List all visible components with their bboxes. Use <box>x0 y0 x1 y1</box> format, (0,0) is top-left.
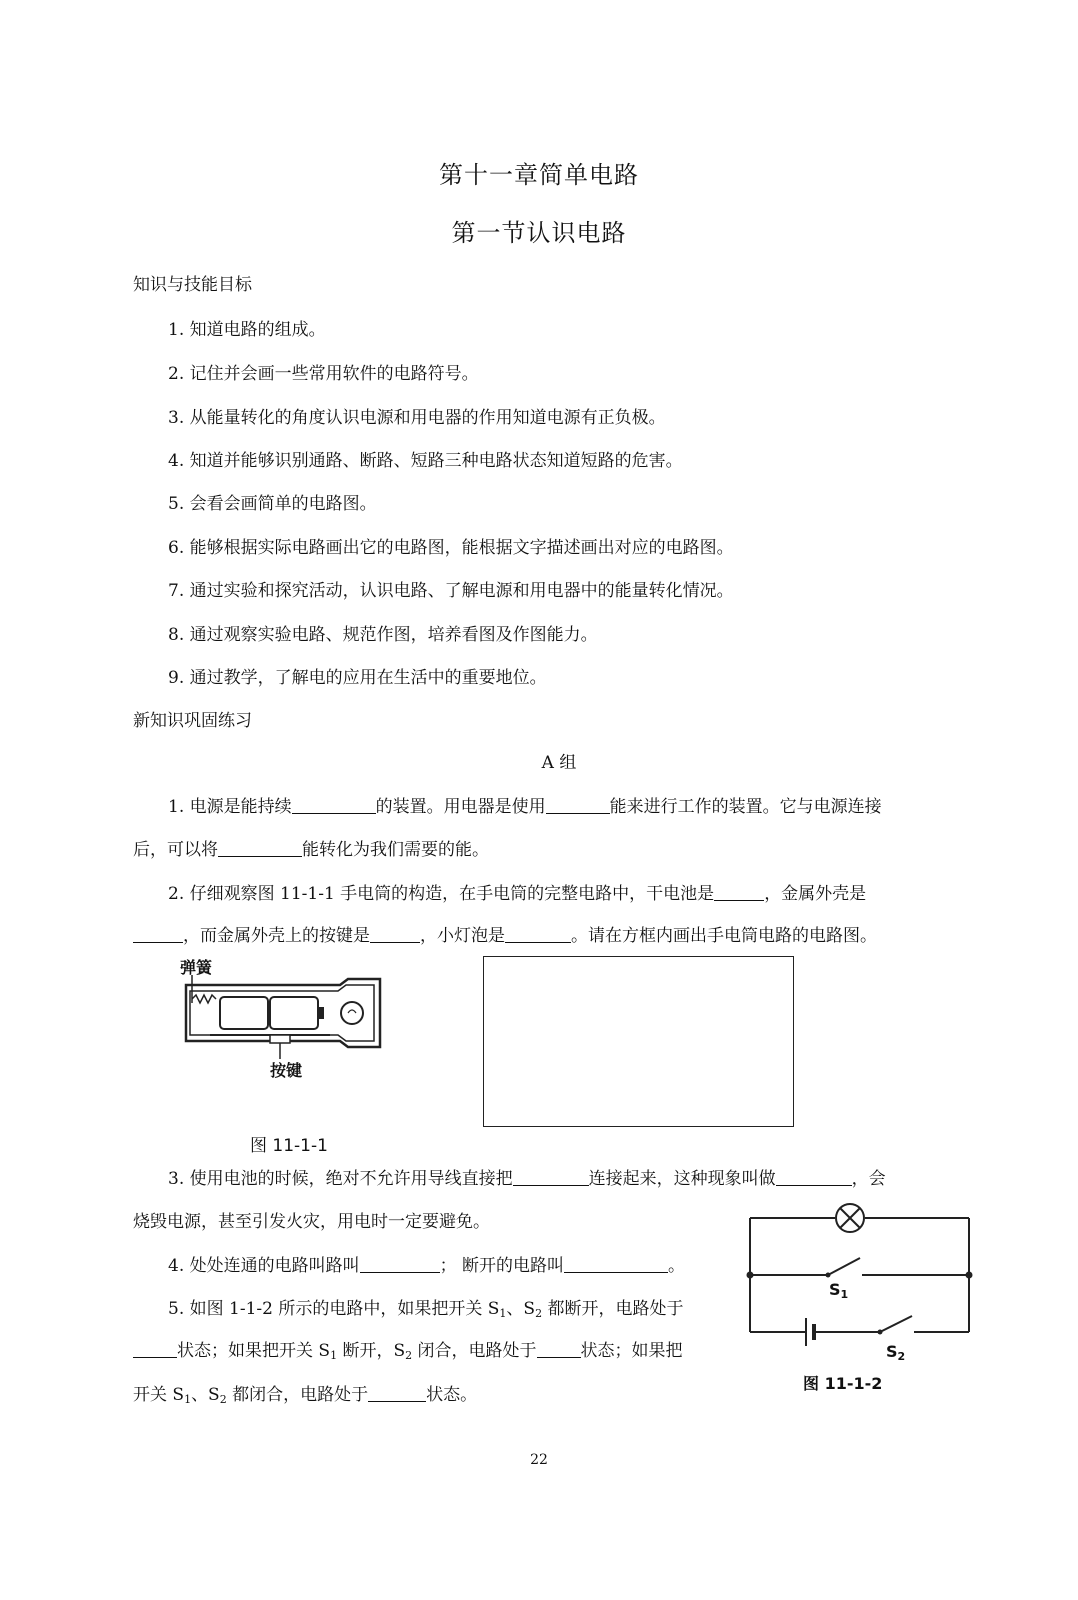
answer-blank[interactable] <box>133 1341 177 1358</box>
circuit-diagram <box>742 1200 978 1375</box>
question-1-line-1: 1. 电源是能持续 的装置。用电器是使用 能来进行工作的装置。它与电源连接 <box>168 797 882 817</box>
question-3-line-1: 3. 使用电池的时候，绝对不允许用导线直接把 连接起来，这种现象叫做 ，会 <box>168 1169 886 1189</box>
question-2-line-1: 2. 仔细观察图 11-1-1 手电筒的构造，在手电筒的完整电路中，干电池是 ，金属外壳是 <box>168 884 867 904</box>
goal-item: 9. 通过教学，了解电的应用在生活中的重要地位。 <box>168 668 547 688</box>
section-title: 第一节认识电路 <box>451 219 627 247</box>
spring-label: 弹簧 <box>180 958 213 977</box>
answer-blank[interactable] <box>564 1256 668 1273</box>
question-2-line-2: ，而金属外壳上的按键是 ，小灯泡是 。请在方框内画出手电筒电路的电路图。 <box>133 921 877 946</box>
goal-item: 4. 知道并能够识别通路、断路、短路三种电路状态知道短路的危害。 <box>168 451 683 471</box>
answer-blank[interactable] <box>360 1256 440 1273</box>
answer-blank[interactable] <box>714 884 764 901</box>
page-number: 22 <box>530 1452 548 1468</box>
answer-blank[interactable] <box>776 1169 852 1186</box>
goal-item: 3. 从能量转化的角度认识电源和用电器的作用知道电源有正负极。 <box>168 408 666 428</box>
practice-heading: 新知识巩固练习 <box>133 711 252 731</box>
answer-blank[interactable] <box>546 797 610 814</box>
answer-blank[interactable] <box>368 1385 426 1402</box>
answer-blank[interactable] <box>505 926 571 943</box>
answer-blank[interactable] <box>218 840 302 857</box>
group-label: A 组 <box>541 753 577 773</box>
goal-item: 2. 记住并会画一些常用软件的电路符号。 <box>168 364 479 384</box>
figure-2-caption: 图 11-1-2 <box>803 1374 883 1393</box>
s1-label: $S_1$ <box>829 1280 849 1301</box>
question-5-line-2: 状态；如果把开关 $S_1$ 断开，$S_2$ 闭合，电路处于 状态；如果把 <box>133 1336 683 1362</box>
answer-blank[interactable] <box>292 797 376 814</box>
button-label: 按键 <box>270 1061 303 1080</box>
question-1-line-2: 后，可以将 能转化为我们需要的能。 <box>133 840 489 860</box>
goal-item: 1. 知道电路的组成。 <box>168 320 326 340</box>
figure-1-caption: 图 11-1-1 <box>250 1136 328 1156</box>
question-3-line-2: 烧毁电源，甚至引发火灾，用电时一定要避免。 <box>133 1212 490 1232</box>
goal-item: 6. 能够根据实际电路画出它的电路图，能根据文字描述画出对应的电路图。 <box>168 538 734 558</box>
goal-item: 5. 会看会画简单的电路图。 <box>168 494 377 514</box>
question-5-line-3: 开关 $S_1$、$S_2$ 都闭合，电路处于 状态。 <box>133 1385 478 1406</box>
circuit-figure <box>742 1200 978 1375</box>
goals-heading: 知识与技能目标 <box>133 275 252 295</box>
question-4: 4. 处处连通的电路叫路叫 ； 断开的电路叫 。 <box>168 1256 686 1276</box>
answer-blank[interactable] <box>513 1169 589 1186</box>
answer-blank[interactable] <box>370 926 420 943</box>
s2-label: $S_2$ <box>886 1342 906 1363</box>
goal-item: 8. 通过观察实验电路、规范作图，培养看图及作图能力。 <box>168 625 598 645</box>
answer-blank[interactable] <box>537 1341 581 1358</box>
goal-item: 7. 通过实验和探究活动，认识电路、了解电源和用电器中的能量转化情况。 <box>168 581 734 601</box>
chapter-title: 第十一章简单电路 <box>439 161 639 189</box>
answer-blank[interactable] <box>133 926 183 943</box>
question-5-line-1: 5. 如图 1-1-2 所示的电路中，如果把开关 $S_1$、$S_2$ 都断开，电路处于 <box>168 1299 684 1320</box>
flashlight-figure <box>180 955 390 1080</box>
drawing-answer-box[interactable] <box>483 956 794 1127</box>
